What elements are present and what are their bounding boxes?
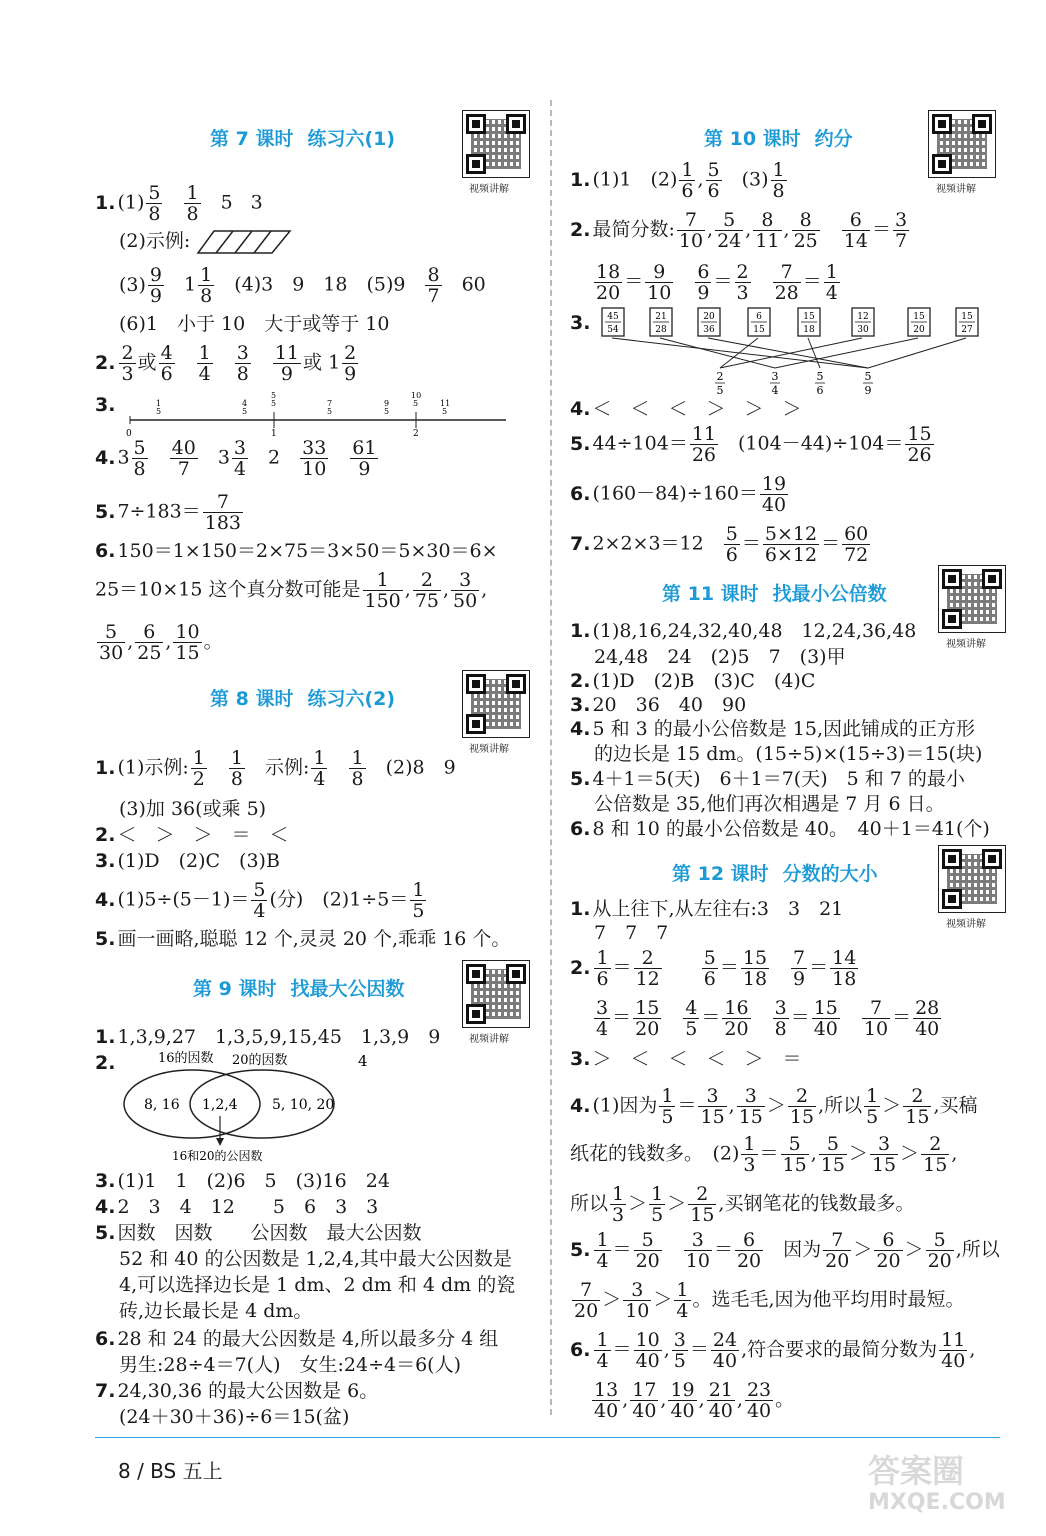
answer-line: 1. 从上往下,从左往右:3 3 21 <box>570 898 844 920</box>
footer-rule <box>95 1437 1000 1438</box>
svg-text:5: 5 <box>412 399 418 408</box>
target-fraction <box>863 370 873 397</box>
section-header-7 <box>95 110 535 195</box>
answer-line: 5. 4＋1＝5(天) 6＋1＝7(天) 5 和 7 的最小 <box>570 768 965 790</box>
section-title: 第 11 课时 找最小公倍数 <box>662 583 887 605</box>
svg-text:45: 45 <box>607 312 619 322</box>
column-divider <box>550 100 552 1415</box>
svg-text:5: 5 <box>716 384 724 397</box>
qr-code[interactable] <box>928 110 996 178</box>
answer-line: 2. <box>95 1052 116 1074</box>
match-line <box>660 338 775 368</box>
svg-text:1: 1 <box>155 399 161 408</box>
answer-line: $\frac{3}{4}$ ＝ $\frac{15}{20}$ $\frac{4}{5}$ ＝ $\frac{16}{20}$ $\frac{3}{8}$ ＝ $\frac{15}{40}$ $\frac{7}{10}$ ＝ $\frac{28}{40}$ <box>596 997 940 1040</box>
answer-line: 7. 2×2×3＝12 $\frac{5}{6}$ ＝ $\frac{5\times 12}{6\times 12}$ ＝ $\frac{60}{72}$ <box>570 523 869 566</box>
svg-text:5: 5 <box>816 370 824 383</box>
svg-text:21: 21 <box>655 312 667 322</box>
answer-line: 3. <box>570 312 591 334</box>
answer-line: 的边长是 15 dm。(15÷5)×(15÷3)＝15(块) <box>594 743 983 765</box>
qr-code[interactable] <box>462 110 530 178</box>
venn-diagram <box>120 1048 420 1164</box>
answer-line: 4. 3 $\frac{5}{8}$ $\frac{40}{7}$ 3 $\frac{3}{4}$ 2 $\frac{33}{10}$ $\frac{61}{9}$ <box>95 437 377 480</box>
svg-text:4: 4 <box>771 384 779 397</box>
qr-caption: 视频讲解 <box>469 744 509 755</box>
svg-text:5: 5 <box>270 399 276 408</box>
svg-text:1,2,4: 1,2,4 <box>202 1097 238 1113</box>
answer-line: 2. ＜ ＞ ＞ ＝ ＜ <box>95 824 289 846</box>
svg-text:1: 1 <box>270 429 277 438</box>
fraction-box <box>908 308 930 336</box>
parallelogram-figure <box>196 229 292 255</box>
svg-text:5: 5 <box>864 370 872 383</box>
answer-line: (3) $\frac{9}{9}$ 1 $\frac{1}{8}$ (4)3 9 18 (5)9 $\frac{8}{7}$ 60 <box>119 264 486 307</box>
qr-caption: 视频讲解 <box>946 639 986 650</box>
answer-line: 5. 画一画略,聪聪 12 个,灵灵 20 个,乖乖 16 个。 <box>95 928 511 950</box>
answer-line: $\frac{5}{30}$ , $\frac{6}{25}$ , $\frac{10}{15}$ 。 <box>99 621 223 664</box>
answer-line: 5. 因数 因数 公因数 最大公因数 <box>95 1222 422 1244</box>
answer-line: 3. (1)1 1 (2)6 5 (3)16 24 <box>95 1170 390 1192</box>
svg-text:54: 54 <box>607 325 619 335</box>
svg-text:15: 15 <box>753 325 765 335</box>
section-header-8 <box>95 670 535 755</box>
answer-line: 5. 44÷104＝ $\frac{11}{26}$ (104－44)÷104＝ $\frac{15}{26}$ <box>570 423 932 466</box>
answer-line: (24＋30＋36)÷6＝15(盆) <box>119 1406 350 1428</box>
answer-line: 男生:28÷4＝7(人) 女生:24÷4＝6(人) <box>119 1354 462 1376</box>
answer-line: 4. ＜ ＜ ＜ ＞ ＞ ＞ <box>570 398 802 420</box>
answer-line: 2. (1)D (2)B (3)C (4)C <box>570 670 816 692</box>
answer-line: 24,48 24 (2)5 7 (3)甲 <box>594 646 846 668</box>
svg-text:3: 3 <box>771 370 779 383</box>
page-footer: 8 / BS 五上 <box>118 1459 223 1483</box>
section-title: 第 7 课时 练习六(1) <box>210 128 396 150</box>
answer-line: 1. 1,3,9,27 1,3,5,9,15,45 1,3,9 9 <box>95 1026 441 1048</box>
answer-line: 6. 8 和 10 的最小公倍数是 40。 40＋1＝41(个) <box>570 818 990 840</box>
svg-text:10: 10 <box>410 392 421 400</box>
answer-line: 3. 20 36 40 90 <box>570 694 747 716</box>
answer-line: 1. (1)1 (2) $\frac{1}{6}$ , $\frac{5}{6}$ (3) $\frac{1}{8}$ <box>570 159 785 202</box>
svg-text:5: 5 <box>326 407 332 416</box>
answer-line: $\frac{18}{20}$ ＝ $\frac{9}{10}$ $\frac{6}{9}$ ＝ $\frac{2}{3}$ $\frac{7}{28}$ ＝ $\frac{1}{4}$ <box>596 261 838 304</box>
answer-line: 4. 5 和 3 的最小公倍数是 15,因此铺成的正方形 <box>570 718 976 740</box>
qr-code[interactable] <box>462 960 530 1028</box>
venn-right-label: 20的因数 <box>232 1053 288 1068</box>
svg-text:4: 4 <box>241 399 247 408</box>
svg-text:15: 15 <box>961 312 973 322</box>
svg-text:2: 2 <box>716 370 724 383</box>
answer-line: 3. (1)D (2)C (3)B <box>95 850 280 872</box>
fraction-box <box>956 308 978 336</box>
answer-line: 1. (1) $\frac{5}{8}$ $\frac{1}{8}$ 5 3 <box>95 182 263 225</box>
answer-line: 3. 0 1 2 1 5 4 5 5 5 7 5 9 5 10 5 11 5 <box>95 392 514 438</box>
svg-text:6: 6 <box>816 384 824 397</box>
svg-text:27: 27 <box>961 325 973 335</box>
fraction-box <box>748 308 770 336</box>
answer-line: 5. 7÷183＝ $\frac{7}{183}$ <box>95 491 241 534</box>
answer-line: 公倍数是 35,他们再次相遇是 7 月 6 日。 <box>594 793 945 815</box>
svg-text:15: 15 <box>913 312 925 322</box>
fraction-box <box>602 308 624 336</box>
fraction-box <box>698 308 720 336</box>
svg-text:5, 10, 20: 5, 10, 20 <box>272 1097 335 1113</box>
qr-caption: 视频讲解 <box>946 919 986 930</box>
answer-line: 25＝10×15 这个真分数可能是 $\frac{1}{150}$ , $\frac{2}{75}$ , $\frac{3}{50}$ , <box>95 569 488 612</box>
answer-line: 6. 150＝1×150＝2×75＝3×50＝5×30＝6× <box>95 540 498 562</box>
svg-text:9: 9 <box>864 384 872 397</box>
qr-code[interactable] <box>938 565 1006 633</box>
svg-text:18: 18 <box>803 325 815 335</box>
section-title: 第 10 课时 约分 <box>704 128 853 150</box>
match-line <box>868 338 966 368</box>
svg-text:0: 0 <box>125 429 132 438</box>
svg-text:28: 28 <box>655 325 667 335</box>
qr-caption: 视频讲解 <box>469 184 509 195</box>
answer-line: 7. 24,30,36 的最大公因数是 6。 <box>95 1380 379 1402</box>
number-line <box>124 392 514 438</box>
svg-text:5: 5 <box>270 392 276 400</box>
answer-line: 所以 $\frac{1}{3}$ ＞ $\frac{1}{5}$ ＞ $\frac{2}{15}$ ,买钢笔花的钱数最多。 <box>570 1183 915 1226</box>
answer-line: 1. (1)8,16,24,32,40,48 12,24,36,48 <box>570 620 917 642</box>
answer-line: $\frac{7}{20}$ ＞ $\frac{3}{10}$ ＞ $\frac{1}{4}$ 。选毛毛,因为他平均用时最短。 <box>574 1279 965 1322</box>
svg-text:6: 6 <box>756 312 762 322</box>
svg-text:2: 2 <box>412 429 419 438</box>
target-fraction <box>770 370 780 397</box>
fraction-box <box>852 308 874 336</box>
answer-line: $\frac{13}{40}$ , $\frac{17}{40}$ , $\frac{19}{40}$ , $\frac{21}{40}$ , $\frac{23}{40}$ 。 <box>594 1379 795 1422</box>
svg-text:16和20的公因数: 16和20的公因数 <box>172 1149 263 1163</box>
svg-text:20: 20 <box>703 312 715 322</box>
answer-line: 纸花的钱数多。 (2) $\frac{1}{3}$ ＝ $\frac{5}{15}$ , $\frac{5}{15}$ ＞ $\frac{3}{15}$ ＞ $\frac{2}{15}$ , <box>570 1133 958 1176</box>
svg-text:5: 5 <box>155 407 161 416</box>
answer-line: 6. $\frac{1}{4}$ ＝ $\frac{10}{40}$ , $\frac{3}{5}$ ＝ $\frac{24}{40}$ ,符合要求的最简分数为 $\frac{11}{40}$ , <box>570 1329 976 1372</box>
qr-caption: 视频讲解 <box>936 184 976 195</box>
answer-line: 4. 2 3 4 12 5 6 3 3 <box>95 1196 379 1218</box>
match-line <box>708 338 868 368</box>
answer-paragraph: 52 和 40 的公因数是 1,2,4,其中最大公因数是 4,可以选择边长是 1 dm、2 dm 和 4 dm 的瓷砖,边长最长是 4 dm。 <box>119 1248 516 1322</box>
qr-code[interactable] <box>462 670 530 738</box>
target-fraction <box>715 370 725 397</box>
section-title: 第 9 课时 找最大公因数 <box>193 978 405 1000</box>
section-title: 第 8 课时 练习六(2) <box>210 688 396 710</box>
answer-line: (6)1 小于 10 大于或等于 10 <box>119 313 390 335</box>
fraction-box <box>798 308 820 336</box>
svg-text:36: 36 <box>703 325 715 335</box>
svg-text:5: 5 <box>441 407 447 416</box>
svg-text:9: 9 <box>383 399 389 408</box>
svg-text:20: 20 <box>913 325 925 335</box>
fraction-matching <box>590 304 980 400</box>
svg-text:12: 12 <box>857 312 869 322</box>
answer-line: (3)加 36(或乘 5) <box>119 798 267 820</box>
answer-line: 6. 28 和 24 的最大公因数是 4,所以最多分 4 组 <box>95 1328 499 1350</box>
answer-line: 2. 最简分数: $\frac{7}{10}$ , $\frac{5}{24}$ , $\frac{8}{11}$ , $\frac{8}{25}$ $\frac{6}{14}$ ＝ $\frac{3}{7}$ <box>570 209 908 252</box>
answer-line: 2. $\frac{2}{3}$ 或 $\frac{4}{6}$ $\frac{1}{4}$ $\frac{3}{8}$ $\frac{11}{9}$ 或 1 $\frac{2}{9}$ <box>95 342 357 385</box>
answer-line: 5. $\frac{1}{4}$ ＝ $\frac{5}{20}$ $\frac{3}{10}$ ＝ $\frac{6}{20}$ 因为 $\frac{7}{20}$ ＞ $\frac{6}{20}$ ＞ $\frac{5}{20}$ ,所以 <box>570 1229 1000 1272</box>
svg-text:8, 16: 8, 16 <box>144 1097 180 1113</box>
answer-line: 3. ＞ ＜ ＜ ＜ ＞ ＝ <box>570 1048 802 1070</box>
svg-text:5: 5 <box>241 407 247 416</box>
section-title: 第 12 课时 分数的大小 <box>672 863 878 885</box>
qr-code[interactable] <box>938 845 1006 913</box>
svg-text:11: 11 <box>439 399 450 408</box>
answer-line: 7 7 7 <box>594 922 669 944</box>
match-line <box>808 338 820 368</box>
answer-line: 2. $\frac{1}{6}$ ＝ $\frac{2}{12}$ $\frac{5}{6}$ ＝ $\frac{15}{18}$ $\frac{7}{9}$ ＝ $\frac{14}{18}$ <box>570 947 857 990</box>
svg-text:30: 30 <box>857 325 869 335</box>
answer-line: 4. (1)5÷(5－1)＝ $\frac{5}{4}$ (分) (2)1÷5＝ $\frac{1}{5}$ <box>95 879 425 922</box>
target-fraction <box>815 370 825 397</box>
watermark: 答案圈 MXQE.COM <box>868 1452 1006 1515</box>
answer-line: 1. (1)示例: $\frac{1}{2}$ $\frac{1}{8}$ 示例: $\frac{1}{4}$ $\frac{1}{8}$ (2)8 9 <box>95 747 456 790</box>
svg-text:7: 7 <box>326 399 332 408</box>
qr-caption: 视频讲解 <box>469 1034 509 1045</box>
fraction-box <box>650 308 672 336</box>
svg-text:5: 5 <box>383 407 389 416</box>
answer-line: 4. (1)因为 $\frac{1}{5}$ ＝ $\frac{3}{15}$ , $\frac{3}{15}$ ＞ $\frac{2}{15}$ ,所以 $\frac{1}{5}$ ＞ $\frac{2}{15}$ ,买稿 <box>570 1085 978 1128</box>
answer-line: 6. (160－84)÷160＝ $\frac{19}{40}$ <box>570 473 787 516</box>
answer-line: (2)示例: <box>95 228 292 255</box>
svg-text:15: 15 <box>803 312 815 322</box>
venn-extra: 4 <box>358 1052 368 1070</box>
venn-left-label: 16的因数 <box>158 1051 214 1066</box>
